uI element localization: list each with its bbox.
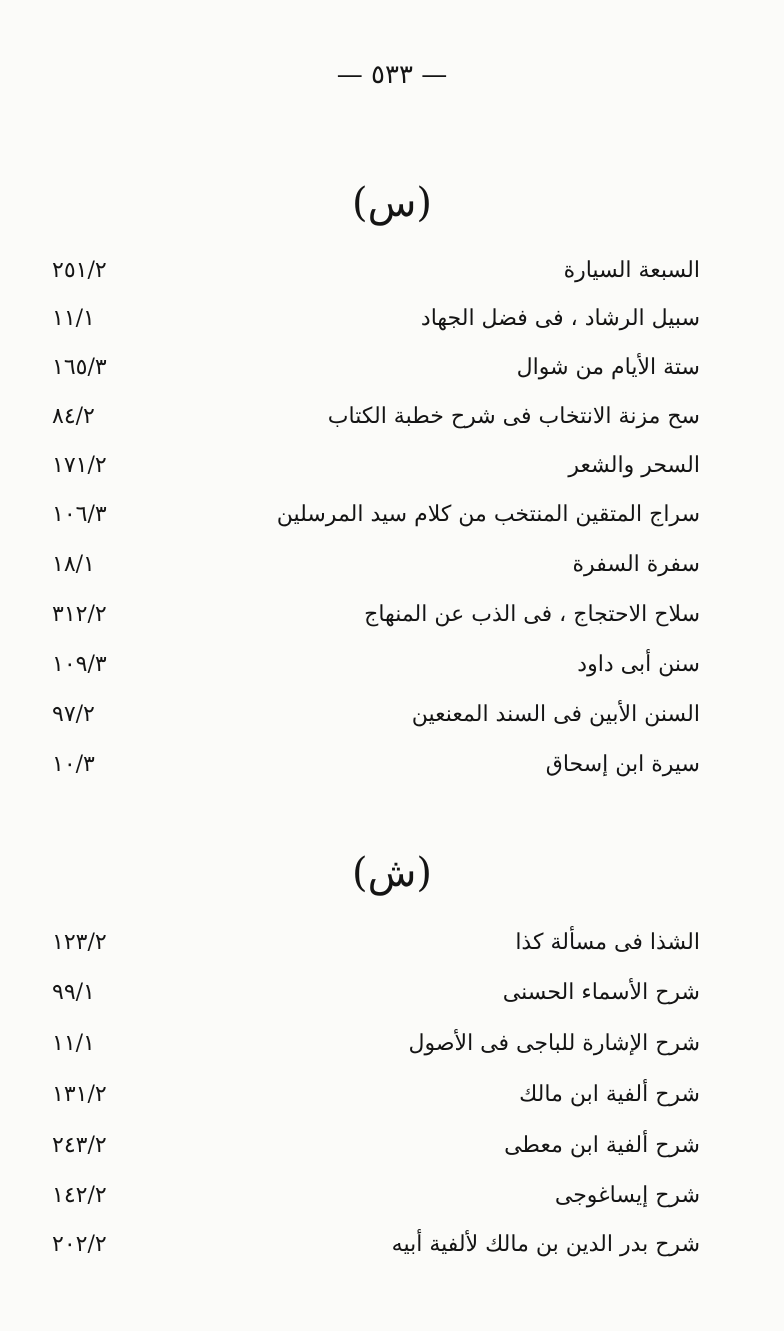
entry-reference: ١٨/١ (52, 552, 95, 577)
entry-title: شرح ألفية ابن معطى (504, 1133, 700, 1158)
list-item (0, 702, 784, 742)
entry-reference: ٩٩/١ (52, 980, 95, 1005)
list-item (0, 502, 784, 542)
entry-reference: ٨٤/٢ (52, 404, 95, 429)
entry-reference: ١٣١/٢ (52, 1082, 107, 1107)
entry-title: شرح الإشارة للباجى فى الأصول (408, 1031, 700, 1056)
list-item (0, 258, 784, 298)
entry-reference: ٢٠٢/٢ (52, 1232, 107, 1257)
list-item (0, 1031, 784, 1071)
entry-reference: ١٢٣/٢ (52, 930, 107, 955)
list-item (0, 306, 784, 346)
entry-reference: ١٦٥/٣ (52, 355, 107, 380)
entry-reference: ٢٤٣/٢ (52, 1133, 107, 1158)
entry-reference: ٢٥١/٢ (52, 258, 107, 283)
list-item (0, 1133, 784, 1173)
list-item (0, 355, 784, 395)
entry-title: سفرة السفرة (572, 552, 700, 577)
section-heading-seen: (س) (351, 180, 433, 226)
entry-reference: ١١/١ (52, 1031, 95, 1056)
entry-reference: ٩٧/٢ (52, 702, 95, 727)
entry-title: سح مزنة الانتخاب فى شرح خطبة الكتاب (327, 404, 700, 429)
list-item (0, 1183, 784, 1223)
entry-title: سنن أبى داود (577, 652, 700, 677)
entry-title: ستة الأيام من شوال (516, 355, 700, 380)
entry-title: سلاح الاحتجاج ، فى الذب عن المنهاج (364, 602, 700, 627)
entry-title: سيرة ابن إسحاق (545, 752, 700, 777)
entry-reference: ١٠٩/٣ (52, 652, 107, 677)
list-item (0, 652, 784, 692)
page-number: — ٥٣٣ — (336, 60, 448, 90)
entry-reference: ١٤٢/٢ (52, 1183, 107, 1208)
list-item (0, 453, 784, 493)
section-heading-sheen: (ش) (351, 850, 433, 896)
entry-reference: ٣١٢/٢ (52, 602, 107, 627)
list-item (0, 1082, 784, 1122)
list-item (0, 552, 784, 592)
entry-reference: ١٧١/٢ (52, 453, 107, 478)
entry-title: شرح ألفية ابن مالك (519, 1082, 700, 1107)
entry-title: شرح إيساغوجى (554, 1183, 700, 1208)
entry-title: سبيل الرشاد ، فى فضل الجهاد (420, 306, 700, 331)
entry-title: شرح الأسماء الحسنى (502, 980, 700, 1005)
entry-title: سراج المتقين المنتخب من كلام سيد المرسلين (276, 502, 700, 527)
list-item (0, 930, 784, 970)
list-item (0, 980, 784, 1020)
entry-title: السنن الأبين فى السند المعنعين (411, 702, 700, 727)
entry-title: السحر والشعر (568, 453, 700, 478)
entry-title: الشذا فى مسألة كذا (515, 930, 700, 955)
list-item (0, 1232, 784, 1272)
entry-title: شرح بدر الدين بن مالك لألفية أبيه (391, 1232, 700, 1257)
list-item (0, 404, 784, 444)
entry-reference: ١١/١ (52, 306, 95, 331)
entry-title: السبعة السيارة (563, 258, 700, 283)
entry-reference: ١٠٦/٣ (52, 502, 107, 527)
list-item (0, 602, 784, 642)
list-item (0, 752, 784, 792)
entry-reference: ١٠/٣ (52, 752, 95, 777)
